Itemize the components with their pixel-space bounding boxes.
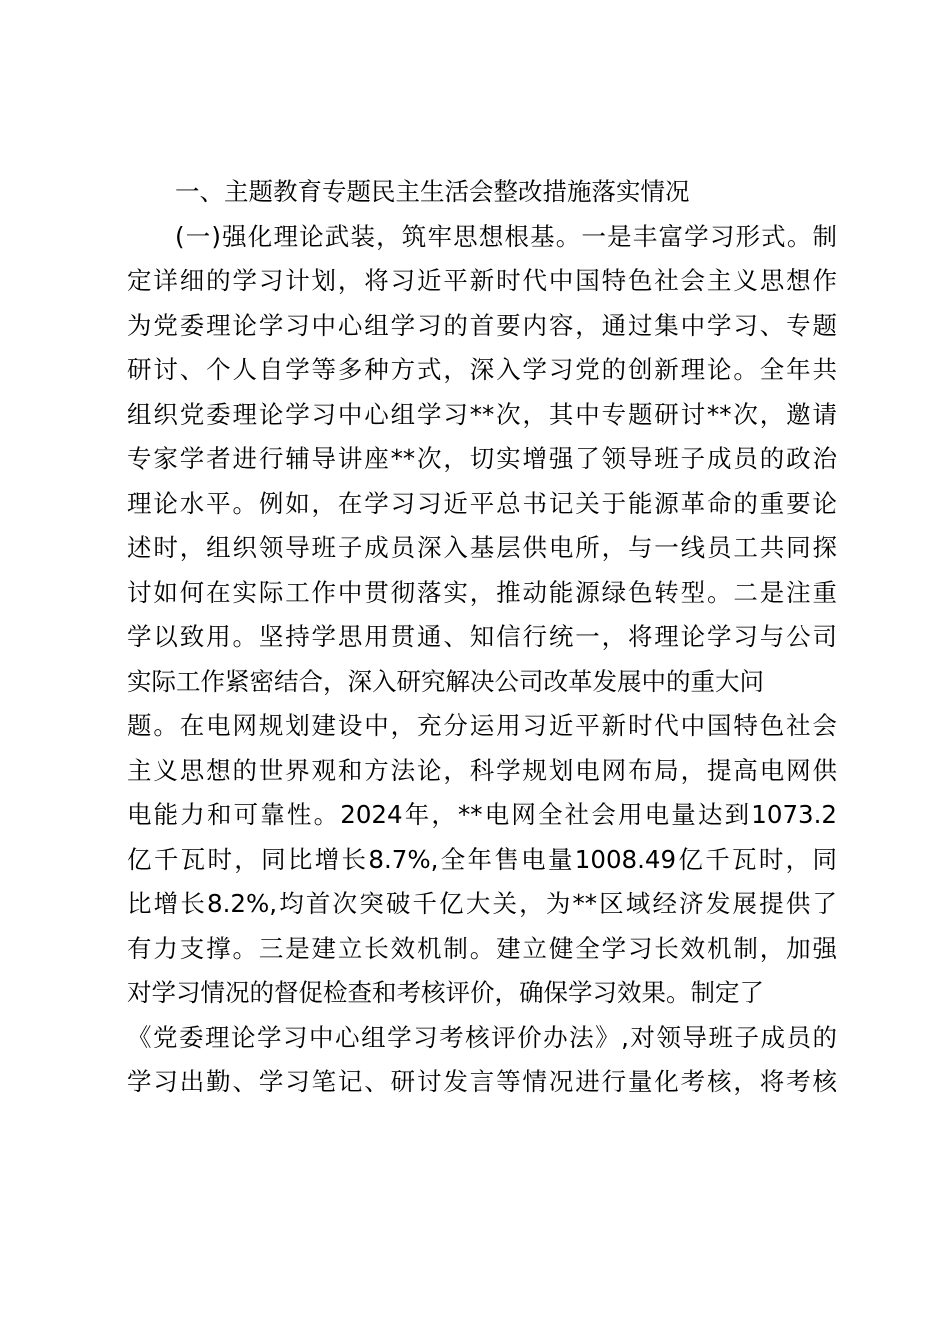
paragraph-line: 主义思想的世界观和方法论，科学规划电网布局，提高电网供: [127, 755, 837, 785]
paragraph-line: 对学习情况的督促检查和考核评价，确保学习效果。制定了: [127, 978, 764, 1007]
paragraph-line: 为党委理论学习中心组学习的首要内容，通过集中学习、专题: [127, 310, 837, 340]
paragraph-line: 有力支撑。三是建立长效机制。建立健全学习长效机制，加强: [127, 933, 837, 963]
paragraph-line: 研讨、个人自学等多种方式，深入学习党的创新理论。全年共: [127, 355, 837, 384]
paragraph-line: 学以致用。坚持学思用贯通、知信行统一，将理论学习与公司: [127, 622, 837, 651]
paragraph-line: 《党委理论学习中心组学习考核评价办法》,对领导班子成员的: [127, 1022, 837, 1052]
document-body: [127, 170, 837, 1105]
paragraph-line: 理论水平。例如，在学习习近平总书记关于能源革命的重要论: [127, 488, 837, 518]
paragraph-line: 定详细的学习计划，将习近平新时代中国特色社会主义思想作: [127, 266, 837, 295]
paragraph-line: 比增长8.2%,均首次突破千亿大关，为**区域经济发展提供了: [127, 889, 837, 918]
section-heading: 一、主题教育专题民主生活会整改措施落实情况: [175, 177, 690, 206]
paragraph-line: 专家学者进行辅导讲座**次，切实增强了领导班子成员的政治: [127, 444, 837, 473]
paragraph-line: 组织党委理论学习中心组学习**次，其中专题研讨**次，邀请: [127, 399, 837, 429]
paragraph-line: (一)强化理论武装，筑牢思想根基。一是丰富学习形式。制: [175, 221, 837, 251]
paragraph-line: 学习出勤、学习笔记、研讨发言等情况进行量化考核，将考核: [127, 1067, 837, 1096]
paragraph-line: 实际工作紧密结合，深入研究解决公司改革发展中的重大问: [127, 666, 764, 696]
paragraph-line: 题。在电网规划建设中，充分运用习近平新时代中国特色社会: [127, 711, 837, 740]
paragraph-line: 亿千瓦时，同比增长8.7%,全年售电量1008.49亿千瓦时，同: [127, 844, 837, 874]
paragraph-line: 讨如何在实际工作中贯彻落实，推动能源绿色转型。二是注重: [127, 577, 837, 607]
paragraph-line: 述时，组织领导班子成员深入基层供电所，与一线员工共同探: [127, 533, 837, 562]
paragraph-line: 电能力和可靠性。2024年，**电网全社会用电量达到1073.2: [127, 800, 837, 829]
